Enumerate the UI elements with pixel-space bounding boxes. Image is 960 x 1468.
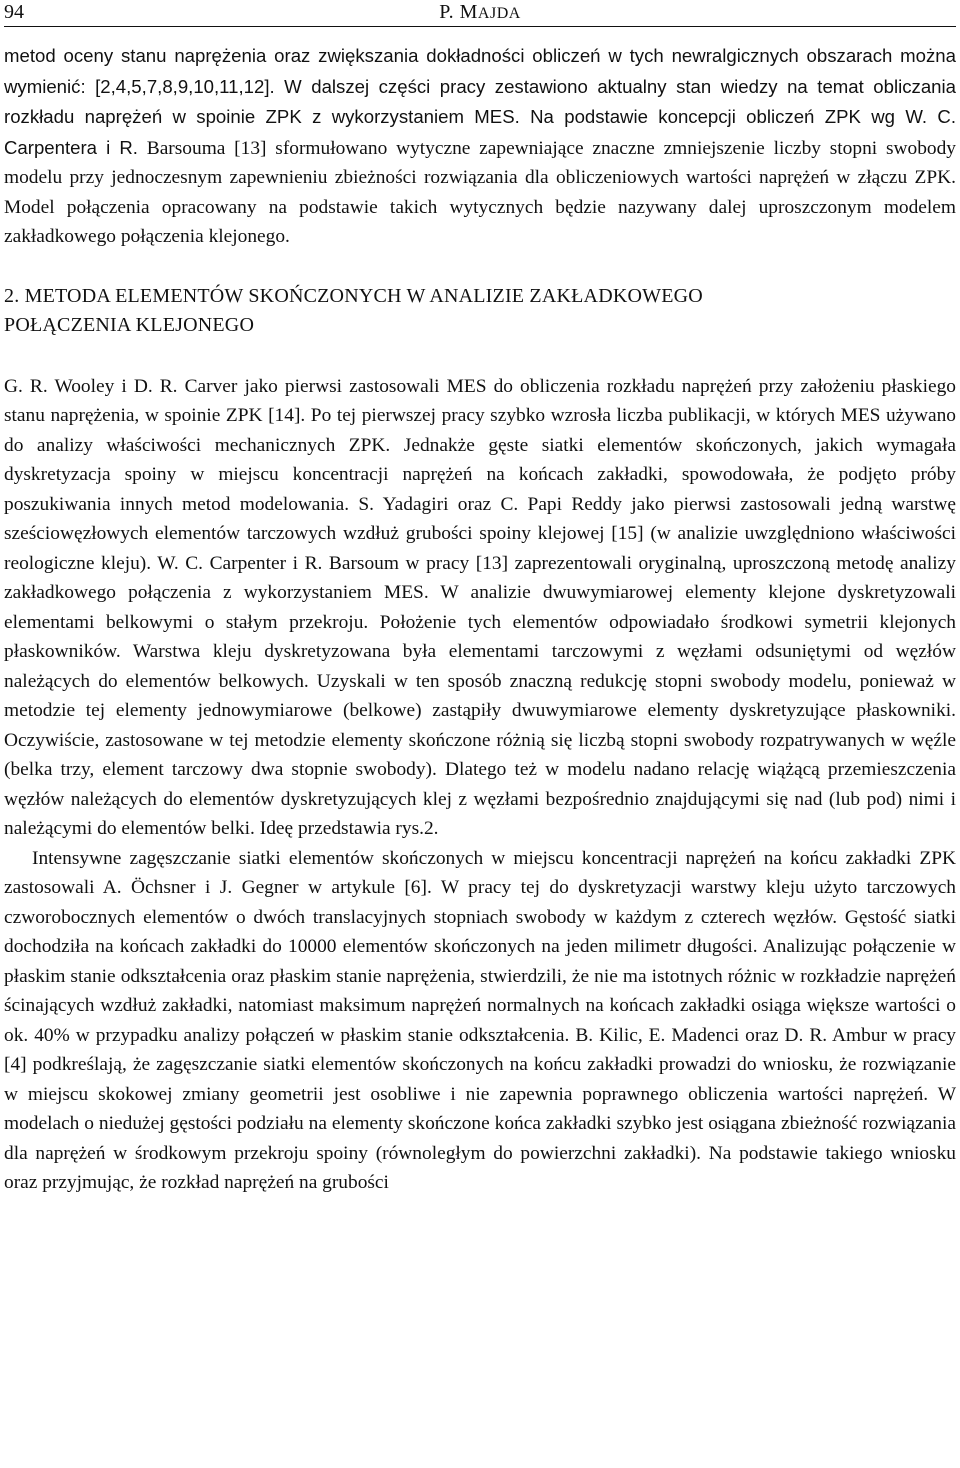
intro-serif-run-b: Model połączenia opracowany na podstawie takich wytycznych będzie nazywany dalej uproszczonym modelem zakładkowego połączenia klejonego.	[4, 196, 956, 247]
page-header	[4, 0, 956, 27]
section-heading-line-1: 2. METODA ELEMENTÓW SKOŃCZONYCH W ANALIZIE ZAKŁADKOWEGO	[4, 284, 703, 307]
author-initial: P. M	[439, 1, 478, 23]
page-number: 94	[4, 1, 24, 23]
author-rest-smallcaps: AJDA	[477, 5, 521, 22]
intro-serif-run-a: Barsouma [13] sformułowano wytyczne zapewniające znaczne zmniejszenie liczby stopni swobody modelu przy jednoczesnym zapewnieniu zbieżności rozwiązania dla obliczeniowych wartości naprężeń w złączu ZPK.	[4, 137, 956, 188]
section-heading	[4, 282, 956, 340]
paragraph-fem-history: G. R. Wooley i D. R. Carver jako pierwsi zastosowali MES do obliczenia rozkładu naprężeń przy założeniu płaskiego stanu naprężenia, w spoinie ZPK [14]. Po tej pierwszej pracy szybko wzrosła liczba publikacji, w których MES używano do analizy właściwości mechanicznych ZPK. Jednakże gęste siatki elementów skończonych, jakich wymagała dyskretyzacja spoiny w miejscu koncentracji naprężeń na końcach zakładki, spowodowała, że podjęto próby poszukiwania innych metod modelowania. S. Yadagiri oraz C. Papi Reddy jako pierwsi zastosowali jedną warstwę sześciowęzłowych elementów tarczowych wzdłuż grubości spoiny klejowej [15] (w analizie uwzględniono właściwości reologiczne kleju). W. C. Carpenter i R. Barsoum w pracy [13] zaprezentowali oryginalną, uproszczoną metodę analizy zakładkowego połączenia z wykorzystaniem MES. W analizie dwuwymiarowej elementy klejone dyskretyzowali elementami belkowymi o stałym przekroju. Położenie tych elementów odpowiadało środkowi symetrii klejonych płaskowników. Warstwa kleju dyskretyzowana była elementami tarczowymi z węzłami odsuniętymi od węzłów należących do elementów belkowych. Uzyskali w ten sposób znaczną redukcję stopni swobody modelu, ponieważ w metodzie tej elementy jednowymiarowe (belkowe) zastąpiły dwuwymiarowe elementy dyskretyzujące płaskowniki. Oczywiście, zastosowane w tej metodzie elementy skończone różnią się liczbą stopni swobody rozpatrywanych w węźle (belka trzy, element tarczowy dwa stopnie swobody). Dlatego też w modelu nadano relację wiążącą przemieszczenia węzłów należących do elementów dyskretyzujących klej z węzłami bezpośrednio znajdującymi się nad (lub pod) nimi i należącymi do elementów belki. Ideę przedstawia rys.2.	[4, 375, 956, 839]
body-text	[4, 41, 956, 1198]
paragraph-mesh-refinement: Intensywne zagęszczanie siatki elementów skończonych w miejscu koncentracji naprężeń na końcu zakładki ZPK zastosowali A. Öchsner i J. Gegner w artykule [6]. W pracy tej do dyskretyzacji warstwy kleju użyto tarczowych czworobocznych elementów o dwóch translacyjnych stopniach swobody w każdym z czterech węzłów. Gęstość siatki dochodziła na końcach zakładki do 10000 elementów skończonych na jeden milimetr długości. Analizując połączenie w płaskim stanie odkształcenia oraz płaskim stanie naprężenia, stwierdzili, że nie ma istotnych różnic w rozkładzie naprężeń ścinających wzdłuż zakładki, natomiast maksimum naprężeń normalnych na końcach zakładki osiąga większe wartości o ok. 40% w przypadku analizy połączeń w płaskim stanie odkształcenia. B. Kilic, E. Madenci oraz D. R. Ambur w pracy [4] podkreślają, że zagęszczanie siatki elementów skończonych na końcu zakładki prowadzi do wniosku, że rozwiązanie w miejscu skokowej zmiany geometrii jest osobliwe i nie zapewnia poprawnego obliczenia wartości naprężeń. W modelach o niedużej gęstości podziału na elementy skończone końca zakładki szybko jest osiągana zbieżność rozwiązania dla naprężeń w środkowym przekroju spoiny (równoległym do powierzchni zakładki). Na podstawie takiego wniosku oraz przyjmując, że rozkład naprężeń na grubości	[4, 847, 956, 1193]
paragraph-intro	[4, 41, 956, 252]
section-heading-line-2: POŁĄCZENIA KLEJONEGO	[4, 313, 255, 336]
intro-sans-run: metod oceny stanu naprężenia oraz zwiększania dokładności obliczeń w tych newralgicznych obszarach można wymienić: [2,4,5,7,8,9,10,11,12]. W dalszej części pracy zestawiono aktualny stan wiedzy na temat obliczania rozkładu naprężeń w spoinie ZPK z wykorzystaniem MES. Na podstawie koncepcji obliczeń ZPK wg W. C. Carpentera i R.	[4, 45, 956, 158]
running-head-author	[4, 0, 956, 26]
